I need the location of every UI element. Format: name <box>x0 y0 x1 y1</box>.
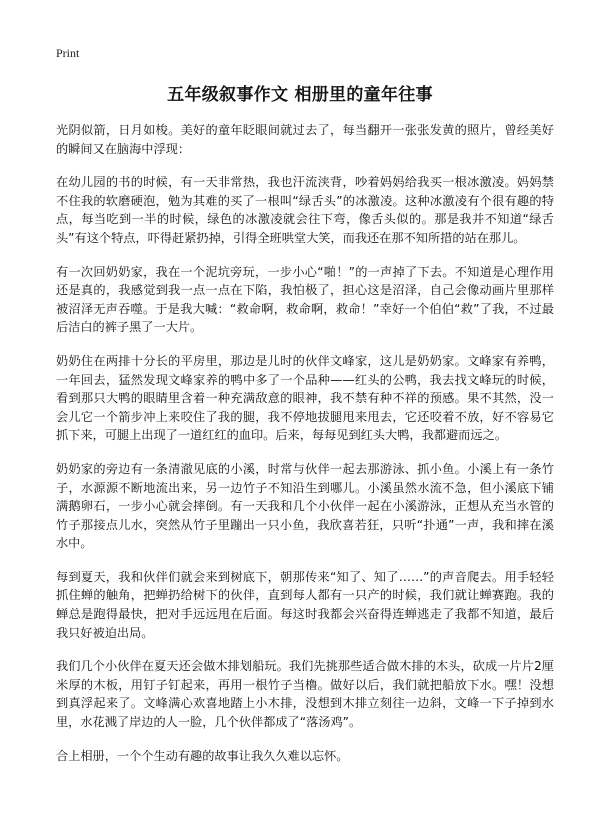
paragraph-8: 合上相册，一个个生动有趣的故事让我久久难以忘怀。 <box>56 748 349 763</box>
article-body <box>56 121 554 780</box>
paragraph-7: 我们几个小伙伴在夏天还会做木排划船玩。我们先挑那些适合做木排的木头，砍成一片片2厘米厚的木板，用钉子钉起来，再用一根竹子当橹。做好以后，我们就把船放下水。嘿！没想到真浮起来了。文峰满心欢喜地踏上小木排，没想到木排立刻往一边斜，文峰一下子掉到水里，水花溅了岸边的人一脸，几个伙伴都成了“落汤鸡”。 <box>56 659 554 730</box>
paragraph-4: 奶奶住在两排十分长的平房里，那边是儿时的伙伴文峰家，这儿是奶奶家。文峰家有养鸭，一年回去，猛然发现文峰家养的鸭中多了一个品种——红头的公鸭，我去找文峰玩的时候，看到那只大鸭的眼睛里含着一种充满敌意的眼神，我不禁有种不祥的预感。果不其然，没一会儿它一个箭步冲上来咬住了我的腿，我不停地拔腿甩来甩去，它还咬着不放，好不容易它抓下来，可腿上出现了一道红红的血印。后来，每每见到红头大鸭，我都避而远之。 <box>56 353 554 443</box>
paragraph-2: 在幼儿园的书的时候，有一天非常热，我也汗流浃背，吵着妈妈给我买一根冰激凌。妈妈禁不住我的软磨硬泡，勉为其难的买了一根叫“绿舌头”的冰激凌。这种冰激凌有个很有趣的特点，每当吃到一半的时候，绿色的冰激凌就会往下弯，像舌头似的。那是我并不知道“绿舌头”有这个特点，吓得赶紧扔掉，引得全班哄堂大笑，而我还在那不知所措的站在那儿。 <box>56 175 554 245</box>
paragraph-3: 有一次回奶奶家，我在一个泥坑旁玩，一步小心“啪！”的一声掉了下去。不知道是心理作用还是真的，我感觉到我一点一点在下陷，我怕极了，担心这是沼泽，自己会像动画片里那样被沼泽无声吞噬。于是我大喊：“救命啊，救命啊，救命！”幸好一个伯伯“救”了我，不过最后洁白的裤子黑了一大片。 <box>56 264 554 335</box>
paragraph-5: 奶奶家的旁边有一条清澈见底的小溪，时常与伙伴一起去那游泳、抓小鱼。小溪上有一条竹子，水源源不断地流出来，另一边竹子不知沿生到哪儿。小溪虽然水流不急，但小溪底下铺满鹅卵石，一步小心就会摔倒。有一天我和几个小伙伴一起在小溪游泳，正想从充当水管的竹子那接点儿水，突然从竹子里蹦出一只小鱼，我欣喜若狂，只听“扑通”一声，我和摔在溪水中。 <box>56 461 554 551</box>
page-title: 五年级叙事作文 相册里的童年往事 <box>167 85 433 105</box>
paragraph-1: 光阴似箭，日月如梭。美好的童年眨眼间就过去了，每当翻开一张张发黄的照片，曾经美好的瞬间又在脑海中浮现： <box>56 123 554 156</box>
print-link[interactable]: Print <box>56 46 80 60</box>
paragraph-6: 每到夏天，我和伙伴们就会来到树底下，朝那传来“知了、知了……”的声音爬去。用手轻轻抓住蝉的触角，把蝉扔给树下的伙伴，直到每人都有一只产的时候，我们就让蝉赛跑。我的蝉总是跑得最快，把对手远远甩在后面。每这时我都会兴奋得连蝉逃走了我都不知道，最后我只好被迫出局。 <box>56 569 554 640</box>
